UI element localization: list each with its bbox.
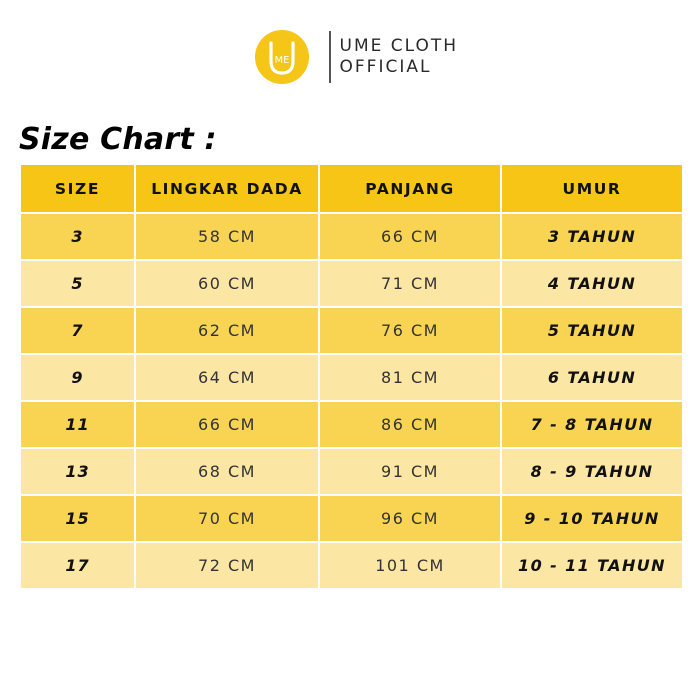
cell-length: 86 CM	[319, 401, 501, 448]
brand-header	[255, 28, 458, 86]
cell-size: 11	[20, 401, 135, 448]
brand-divider	[329, 31, 331, 83]
table-row	[20, 401, 683, 448]
cell-age: 6 TAHUN	[501, 354, 683, 401]
cell-chest: 70 CM	[135, 495, 319, 542]
cell-chest: 72 CM	[135, 542, 319, 589]
cell-length: 96 CM	[319, 495, 501, 542]
cell-chest: 64 CM	[135, 354, 319, 401]
cell-age: 8 - 9 TAHUN	[501, 448, 683, 495]
cell-chest: 66 CM	[135, 401, 319, 448]
cell-size: 15	[20, 495, 135, 542]
brand-name-line2: OFFICIAL	[339, 57, 432, 77]
cell-age: 7 - 8 TAHUN	[501, 401, 683, 448]
header-size: SIZE	[20, 164, 135, 213]
cell-length: 71 CM	[319, 260, 501, 307]
table-row	[20, 448, 683, 495]
header-chest: LINGKAR DADA	[135, 164, 319, 213]
table-row	[20, 213, 683, 260]
cell-length: 66 CM	[319, 213, 501, 260]
brand-name-line1: UME CLOTH	[339, 36, 459, 56]
cell-length: 81 CM	[319, 354, 501, 401]
brand-name	[340, 36, 459, 78]
table-header-row	[20, 164, 683, 213]
cell-size: 13	[20, 448, 135, 495]
cell-age: 10 - 11 TAHUN	[501, 542, 683, 589]
cell-chest: 62 CM	[135, 307, 319, 354]
table-row	[20, 307, 683, 354]
cell-age: 9 - 10 TAHUN	[501, 495, 683, 542]
size-chart-table	[19, 163, 684, 590]
table-row	[20, 354, 683, 401]
brand-logo	[255, 30, 309, 84]
cell-size: 7	[20, 307, 135, 354]
table-row	[20, 542, 683, 589]
table-row	[20, 260, 683, 307]
cell-age: 5 TAHUN	[501, 307, 683, 354]
logo-mark-text: ME	[274, 55, 290, 66]
logo-u-icon	[255, 30, 309, 84]
cell-length: 101 CM	[319, 542, 501, 589]
cell-chest: 58 CM	[135, 213, 319, 260]
cell-size: 9	[20, 354, 135, 401]
cell-size: 17	[20, 542, 135, 589]
table-row	[20, 495, 683, 542]
page-title: Size Chart :	[19, 122, 217, 157]
header-length: PANJANG	[319, 164, 501, 213]
cell-size: 5	[20, 260, 135, 307]
cell-size: 3	[20, 213, 135, 260]
cell-chest: 60 CM	[135, 260, 319, 307]
cell-age: 3 TAHUN	[501, 213, 683, 260]
cell-length: 76 CM	[319, 307, 501, 354]
cell-age: 4 TAHUN	[501, 260, 683, 307]
cell-chest: 68 CM	[135, 448, 319, 495]
header-age: UMUR	[501, 164, 683, 213]
cell-length: 91 CM	[319, 448, 501, 495]
